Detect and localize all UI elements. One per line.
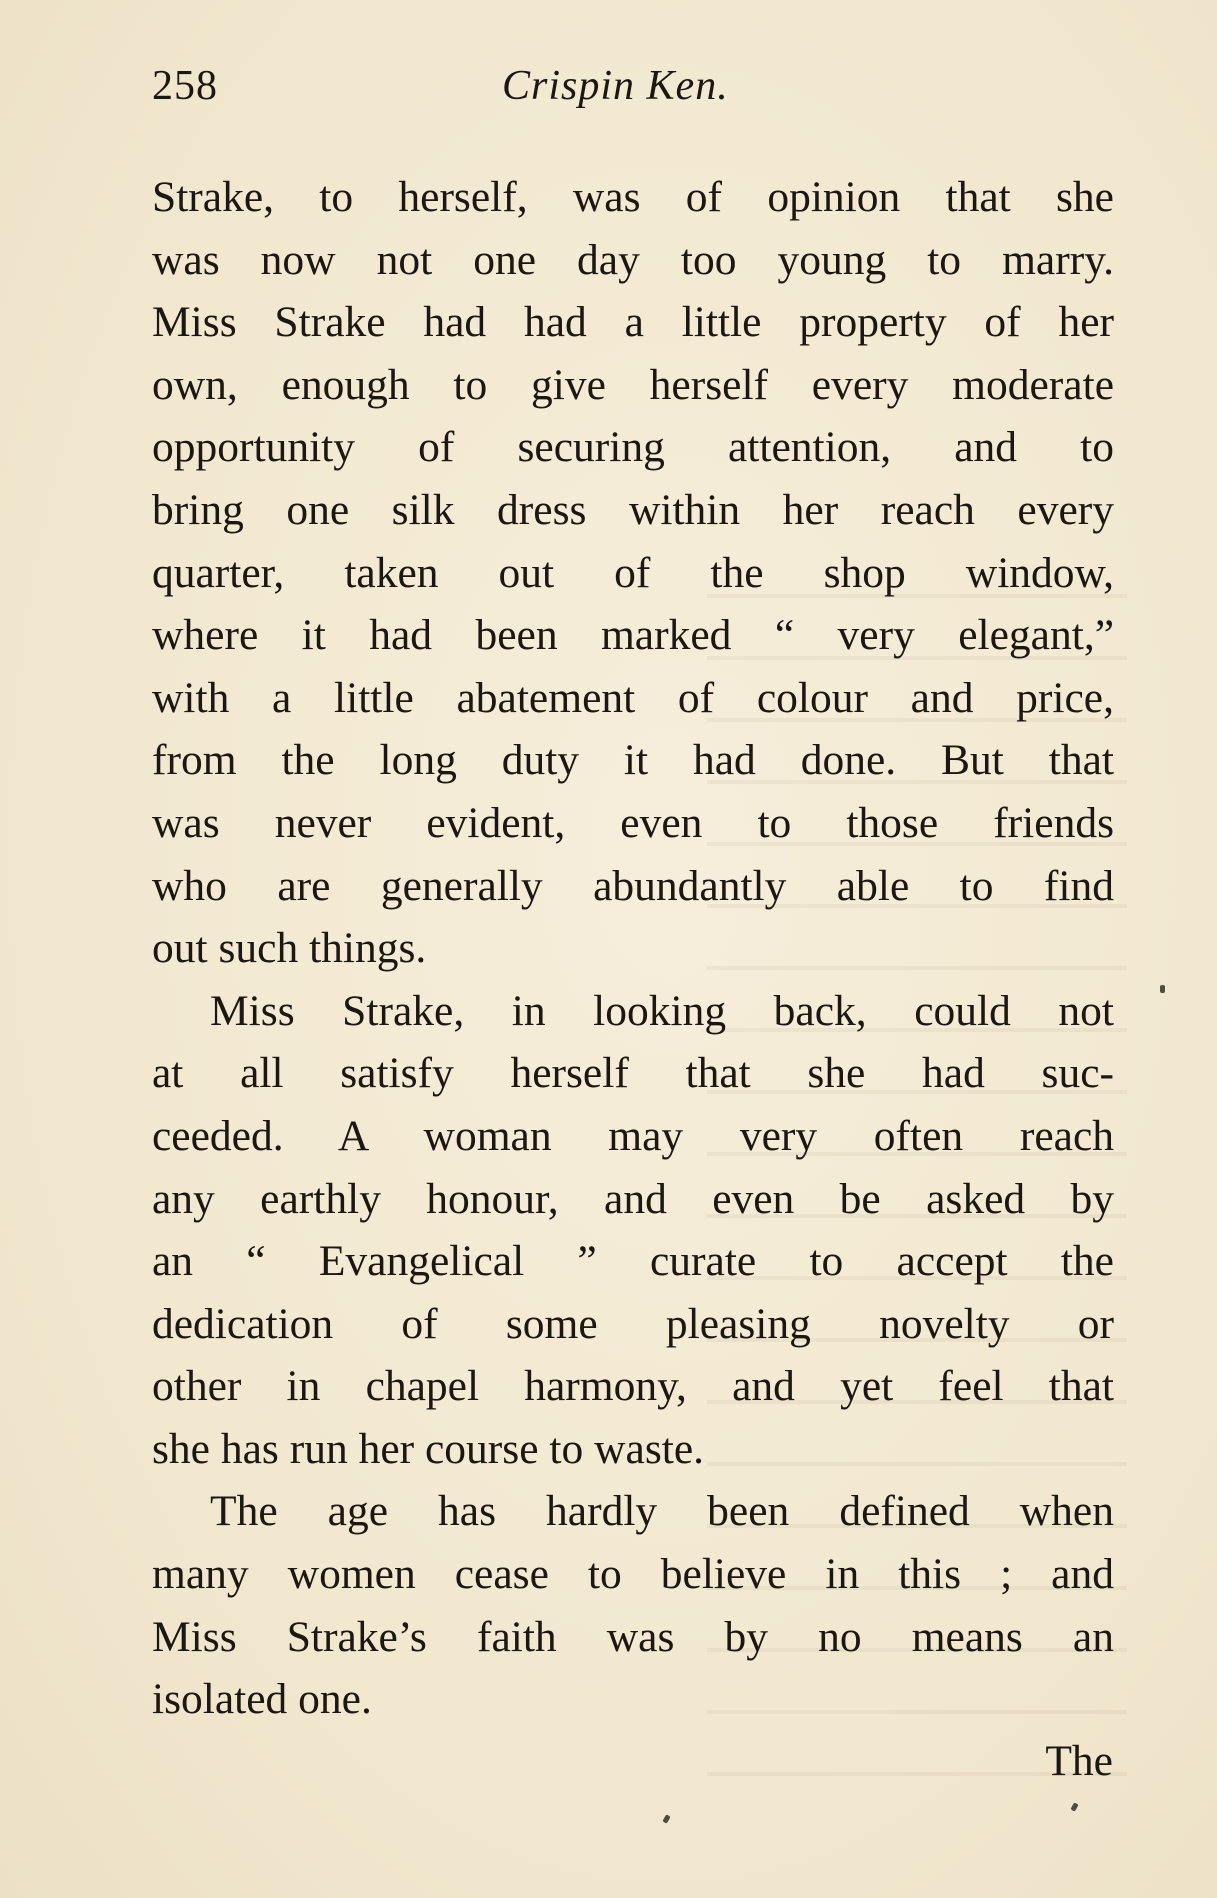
text-line: bring one silk dress within her reach every	[152, 485, 1114, 534]
text-line: many women cease to believe in this ; and	[152, 1550, 1114, 1599]
catchword: The	[1045, 1737, 1113, 1785]
ink-speck	[1160, 985, 1165, 993]
text-line: she has run her course to waste.	[152, 1424, 705, 1473]
text-line: at all satisfy herself that she had suc-	[152, 1049, 1114, 1098]
text-line: from the long duty it had done. But that	[152, 736, 1114, 785]
text-line: was never evident, even to those friends	[152, 798, 1114, 847]
body-text	[152, 166, 1114, 1731]
text-line: isolated one.	[152, 1675, 372, 1724]
text-line: quarter, taken out of the shop window,	[152, 548, 1114, 597]
ink-speck	[1070, 1802, 1078, 1811]
page-header	[152, 56, 1112, 116]
text-line: Miss Strake, in looking back, could not	[210, 986, 1114, 1035]
text-line: was now not one day too young to marry.	[152, 235, 1114, 284]
text-line: own, enough to give herself every moderate	[152, 360, 1114, 409]
text-line: out such things.	[152, 924, 427, 973]
text-line: with a little abatement of colour and price,	[152, 673, 1114, 722]
paragraph-1	[152, 166, 1114, 980]
text-line: where it had been marked “ very elegant,”	[152, 611, 1114, 660]
text-line: Miss Strake had had a little property of her	[152, 298, 1114, 347]
text-line: Strake, to herself, was of opinion that she	[152, 173, 1114, 221]
text-line: an “ Evangelical ” curate to accept the	[152, 1237, 1114, 1286]
text-line: dedication of some pleasing novelty or	[152, 1299, 1114, 1348]
page-number: 258	[152, 63, 218, 109]
running-title: Crispin Ken.	[502, 63, 729, 109]
text-line: opportunity of securing attention, and to	[152, 423, 1114, 472]
text-line: The age has hardly been defined when	[210, 1487, 1114, 1536]
text-line: ceeded. A woman may very often reach	[152, 1111, 1114, 1160]
ink-speck	[662, 1814, 670, 1823]
text-line: other in chapel harmony, and yet feel that	[152, 1362, 1114, 1411]
paragraph-3	[152, 1480, 1114, 1730]
text-line: who are generally abundantly able to find	[152, 861, 1114, 910]
paragraph-2	[152, 980, 1114, 1481]
text-line: Miss Strake’s faith was by no means an	[152, 1612, 1114, 1661]
text-line: any earthly honour, and even be asked by	[152, 1174, 1114, 1223]
